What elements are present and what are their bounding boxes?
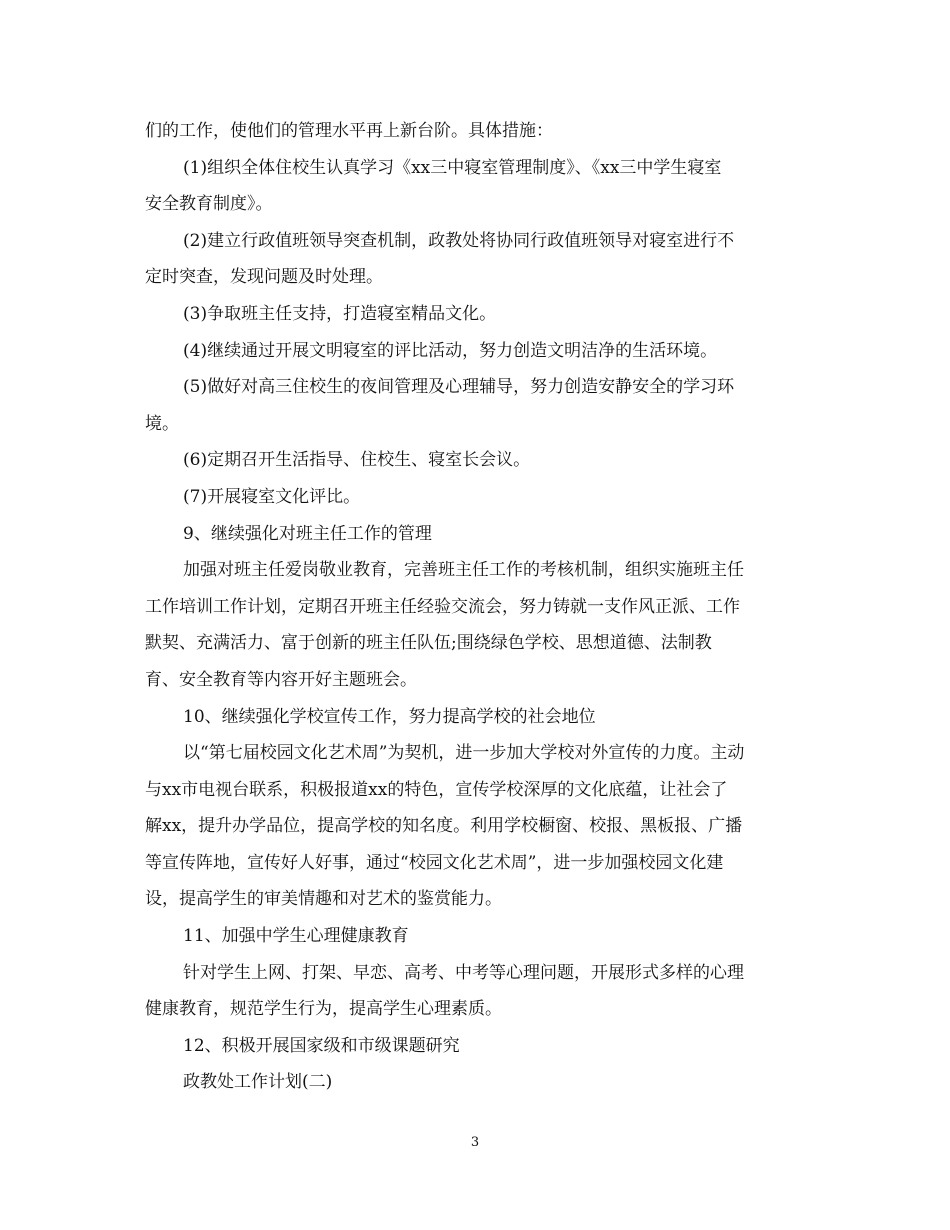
body-line: 们的工作，使他们的管理水平再上新台阶。具体措施： (145, 121, 553, 141)
body-line: 解xx，提升办学品位，提高学校的知名度。利用学校橱窗、校报、黑板报、广播 (145, 816, 743, 837)
measure-item-5: (5)做好对高三住校生的夜间管理及心理辅导，努力创造安静安全的学习环 (183, 377, 735, 398)
measure-item-3: (3)争取班主任支持，打造寝室精品文化。 (183, 303, 497, 324)
body-line: 定时突查，发现问题及时处理。 (145, 267, 383, 288)
body-line: 工作培训工作计划，定期召开班主任经验交流会，努力铸就一支作风正派、工作 (145, 596, 740, 617)
section-heading-12: 12、积极开展国家级和市级课题研究 (183, 1035, 460, 1056)
body-line: 设，提高学生的审美情趣和对艺术的鉴赏能力。 (145, 889, 502, 910)
body-line: 默契、充满活力、富于创新的班主任队伍;围绕绿色学校、思想道德、法制教 (145, 633, 712, 654)
measure-item-1: (1)组织全体住校生认真学习《xx三中寝室管理制度》、《xx三中学生寝室 (183, 157, 722, 178)
section-heading-10: 10、继续强化学校宣传工作，努力提高学校的社会地位 (183, 706, 596, 727)
section-heading-9: 9、继续强化对班主任工作的管理 (183, 523, 432, 544)
subsection-title: 政教处工作计划(二) (183, 1072, 333, 1093)
body-line: 等宣传阵地，宣传好人好事，通过“校园文化艺术周”，进一步加强校园文化建 (145, 852, 724, 873)
paragraph-start: 加强对班主任爱岗敬业教育，完善班主任工作的考核机制，组织实施班主任 (183, 560, 744, 581)
body-line: 育、安全教育等内容开好主题班会。 (145, 669, 417, 690)
measure-item-6: (6)定期召开生活指导、住校生、寝室长会议。 (183, 450, 531, 471)
document-body (145, 113, 805, 1101)
body-line: 健康教育，规范学生行为，提高学生心理素质。 (145, 999, 502, 1020)
measure-item-2: (2)建立行政值班领导突查机制，政教处将协同行政值班领导对寝室进行不 (183, 230, 735, 251)
paragraph-start: 针对学生上网、打架、早恋、高考、中考等心理问题，开展形式多样的心理 (183, 962, 744, 983)
measure-item-4: (4)继续通过开展文明寝室的评比活动，努力创造文明洁净的生活环境。 (183, 340, 718, 361)
page-number: 3 (470, 1135, 480, 1150)
measure-item-7: (7)开展寝室文化评比。 (183, 486, 361, 507)
paragraph-start: 以“第七届校园文化艺术周”为契机，进一步加大学校对外宣传的力度。主动 (183, 743, 745, 764)
section-heading-11: 11、加强中学生心理健康教育 (183, 926, 409, 947)
body-line: 安全教育制度》。 (145, 194, 273, 215)
body-line: 与xx市电视台联系，积极报道xx的特色，宣传学校深厚的文化底蕴，让社会了 (145, 779, 728, 800)
body-line: 境。 (145, 413, 179, 434)
